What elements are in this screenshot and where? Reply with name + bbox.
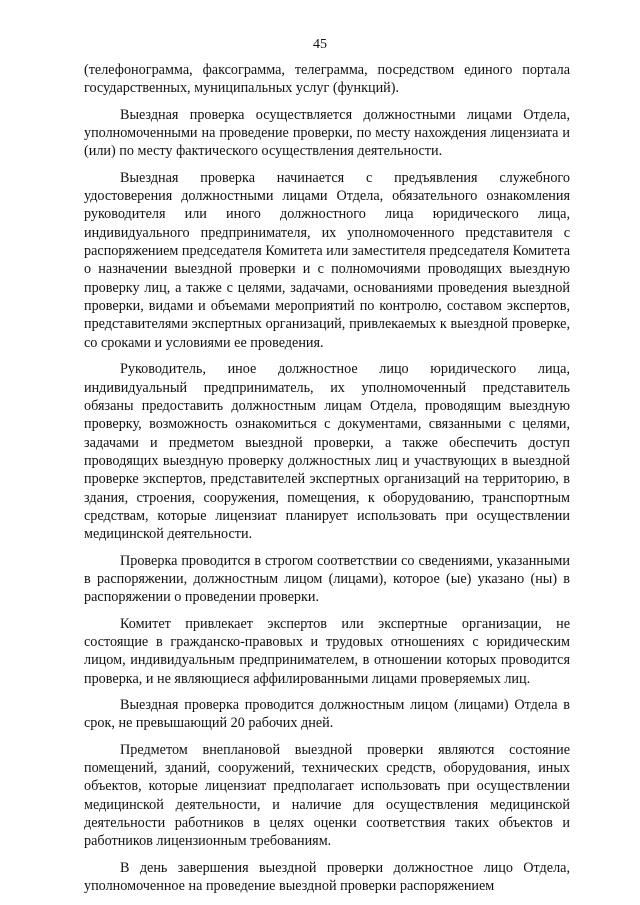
paragraph-inspection-location: Выездная проверка осуществляется должностными лицами Отдела, уполномоченными на проведение проверки, по месту нахождения лицензиата и (или) по месту фактического осуществления деятельности. (84, 106, 570, 160)
paragraph-continuation: (телефонограмма, факсограмма, телеграмма, посредством единого портала государственных, муниципальных услуг (функций). (84, 62, 570, 97)
document-body (84, 61, 570, 903)
paragraph-completion-day: В день завершения выездной проверки должностное лицо Отдела, уполномоченное на проведение выездной проверки распоряжением (84, 859, 570, 895)
paragraph-inspection-conduct: Проверка проводится в строгом соответствии со сведениями, указанными в распоряжении, должностным лицом (лицами), которое (ые) указано (ны) в распоряжении о проведении проверки. (84, 552, 570, 606)
paragraph-experts: Комитет привлекает экспертов или экспертные организации, не состоящие в гражданско-правовых и трудовых отношениях с юридическим лицом, индивидуальным предпринимателем, в отношении которых проводится проверка, и не являющиеся аффилированными лицами проверяемых лиц. (84, 615, 570, 687)
paragraph-inspection-start: Выездная проверка начинается с предъявления служебного удостоверения должностными лицами Отдела, обязательного ознакомления руководителя или иного должностного лица юридического лица, индивидуального предпринимателя, их уполномоченного представителя с распоряжением председателя Комитета или заместителя председателя Комитета о назначении выездной проверки и с полномочиями проводящих выездную проверку лиц, а также с целями, задачами, основаниями проведения выездной проверки, видами и объемами мероприятий по контролю, составом экспертов, представителями экспертных организаций, привлекаемых к выездной проверке, со сроками и условиями ее проведения. (84, 169, 570, 351)
page-number: 45 (313, 37, 327, 52)
paragraph-access-obligations: Руководитель, иное должностное лицо юридического лица, индивидуальный предприниматель, их уполномоченный представитель обязаны предоставить должностным лицам Отдела, проводящим выездную проверку, возможность ознакомиться с документами, связанными с целями, задачами и предметом выездной проверки, а также обеспечить доступ проводящих выездную проверку должностных лиц и участвующих в выездной проверке экспертов, представителей экспертных организаций на территорию, в здания, строения, сооружения, помещения, к оборудованию, транспортным средствам, которые лицензиат планирует использовать при осуществлении медицинской деятельности. (84, 361, 570, 543)
paragraph-duration: Выездная проверка проводится должностным лицом (лицами) Отдела в срок, не превышающий 20 рабочих дней. (84, 697, 570, 732)
paragraph-subject: Предметом внеплановой выездной проверки являются состояние помещений, зданий, сооружений, технических средств, оборудования, иных объектов, которые лицензиат предполагает использовать при осуществлении медицинской деятельности, и наличие для осуществления медицинской деятельности работников в целях оценки соответствия таких объектов и работников лицензионным требованиям. (84, 741, 570, 850)
